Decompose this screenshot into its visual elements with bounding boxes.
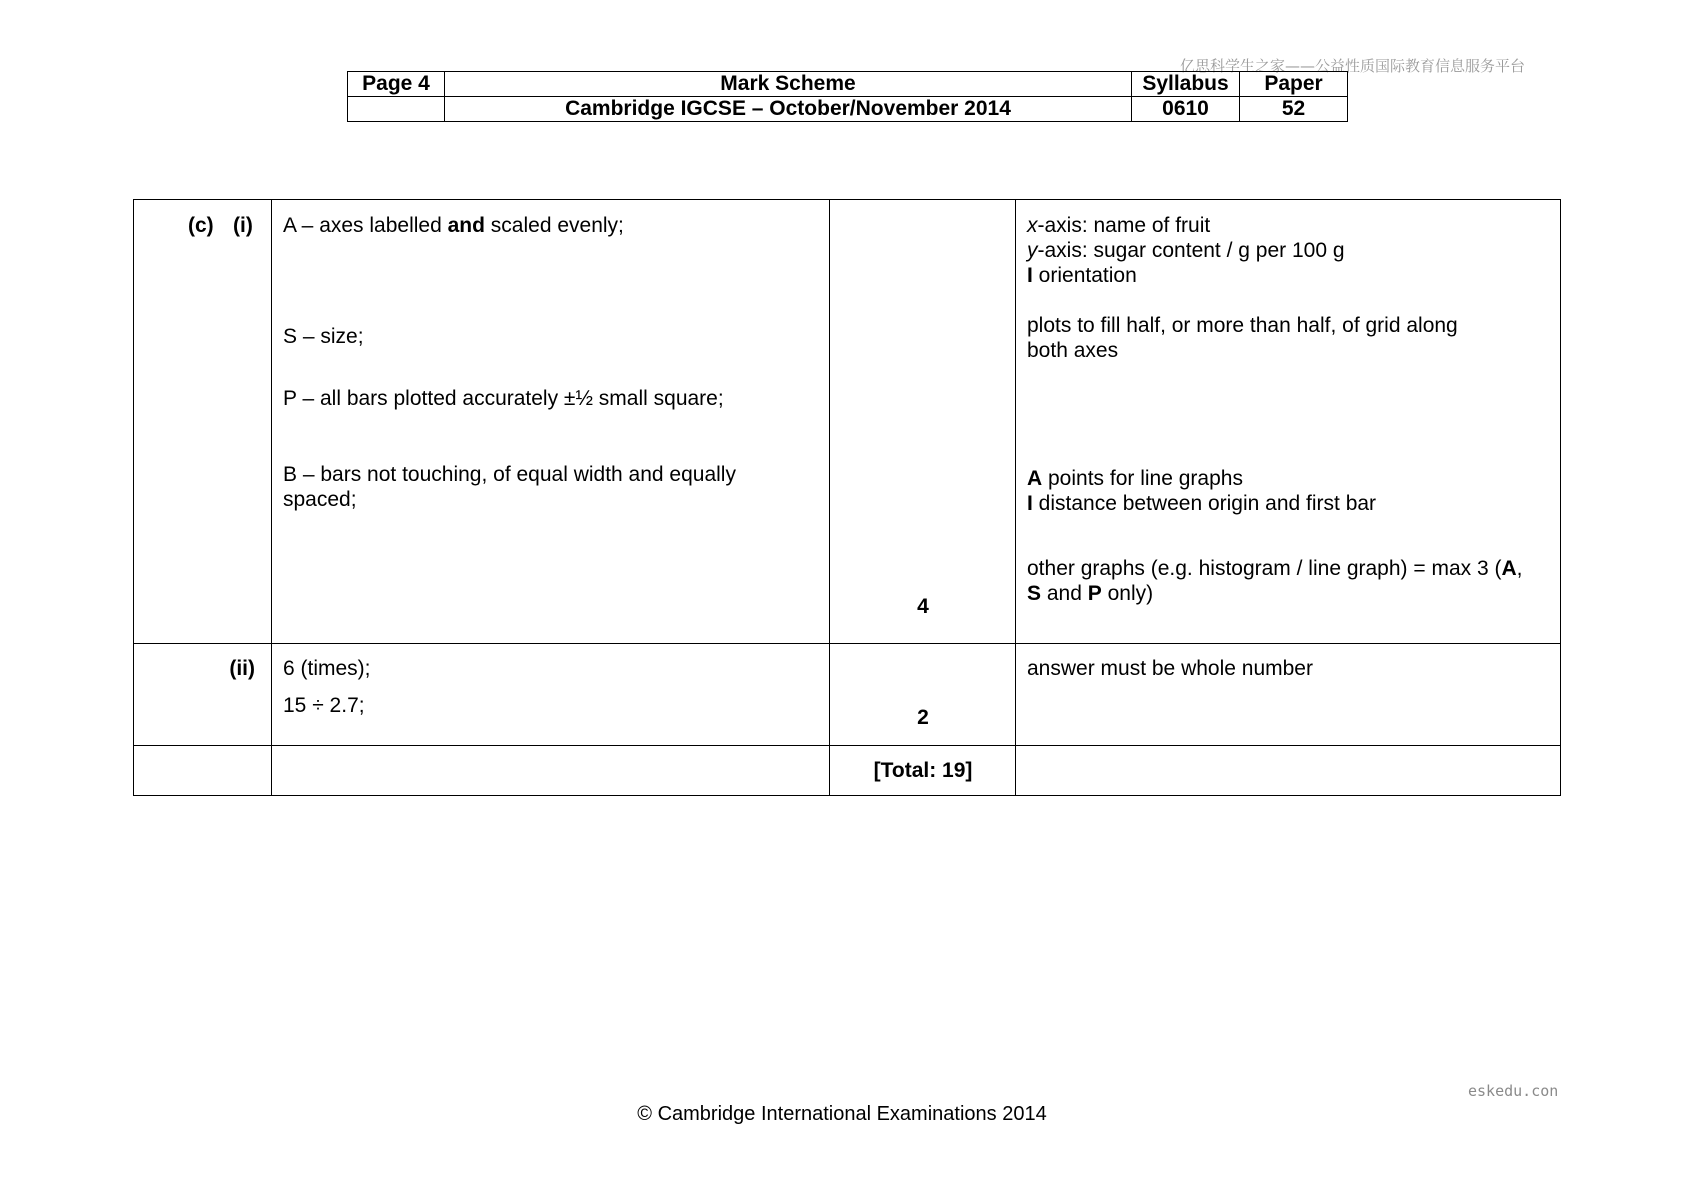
answer-b-line1: B – bars not touching, of equal width and equally: [283, 463, 736, 486]
guidance-x-axis: x-axis: name of fruit: [1027, 214, 1211, 237]
marks-cell: [830, 746, 1016, 796]
header-table: [347, 71, 1348, 122]
answer-line2: 15 ÷ 2.7;: [283, 694, 365, 717]
question-part-label: (c): [188, 214, 214, 237]
mark-scheme-table: [133, 199, 1561, 796]
total-marks: [Total: 19]: [873, 759, 973, 782]
guidance-cell: [1016, 746, 1561, 796]
answer-b-line2: spaced;: [283, 488, 357, 511]
marks-cell: [830, 644, 1016, 746]
watermark-top-text: 亿思科学生之家——公益性质国际教育信息服务平台: [1180, 57, 1526, 75]
page-label: Page 4: [348, 72, 445, 97]
syllabus-code: 0610: [1132, 97, 1240, 122]
guidance-plots-line2: both axes: [1027, 339, 1119, 362]
question-subpart-label: (ii): [229, 657, 255, 680]
answer-line1: 6 (times);: [283, 657, 371, 680]
question-cell: [134, 746, 272, 796]
marks-cell: [830, 200, 1016, 644]
question-subpart-label: (i): [233, 214, 253, 237]
question-cell: [134, 200, 272, 644]
page-number-cell: [348, 97, 445, 122]
guidance-cell: [1016, 200, 1561, 644]
table-row: [134, 200, 1561, 644]
answer-cell: [272, 746, 830, 796]
paper-label: Paper: [1240, 72, 1348, 97]
answer-cell: [272, 644, 830, 746]
answer-p: P – all bars plotted accurately ±½ small square;: [283, 387, 724, 410]
table-row: [134, 644, 1561, 746]
question-cell: [134, 644, 272, 746]
guidance-orientation: I orientation: [1027, 264, 1137, 287]
guidance-other-graphs-line2: S and P only): [1027, 582, 1154, 605]
exam-session: Cambridge IGCSE – October/November 2014: [445, 97, 1132, 122]
marks-value: 4: [917, 595, 929, 618]
document-title: Mark Scheme: [445, 72, 1132, 97]
copyright-footer: © Cambridge International Examinations 2014: [637, 1103, 1047, 1125]
answer-s: S – size;: [283, 325, 364, 348]
guidance-text: answer must be whole number: [1027, 657, 1313, 680]
syllabus-label: Syllabus: [1132, 72, 1240, 97]
guidance-origin-distance: I distance between origin and first bar: [1027, 492, 1377, 515]
answer-a: A – axes labelled and scaled evenly;: [283, 214, 624, 237]
guidance-line-graphs: A points for line graphs: [1027, 467, 1243, 490]
watermark-bottom-text: eskedu.con: [1468, 1082, 1559, 1100]
answer-cell: [272, 200, 830, 644]
paper-number: 52: [1240, 97, 1348, 122]
guidance-y-axis: y-axis: sugar content / g per 100 g: [1027, 239, 1345, 262]
guidance-plots-line1: plots to fill half, or more than half, of grid along: [1027, 314, 1458, 337]
guidance-cell: [1016, 644, 1561, 746]
guidance-other-graphs-line1: other graphs (e.g. histogram / line graph) = max 3 (A,: [1027, 557, 1523, 580]
marks-value: 2: [917, 706, 929, 729]
table-row: [134, 746, 1561, 796]
